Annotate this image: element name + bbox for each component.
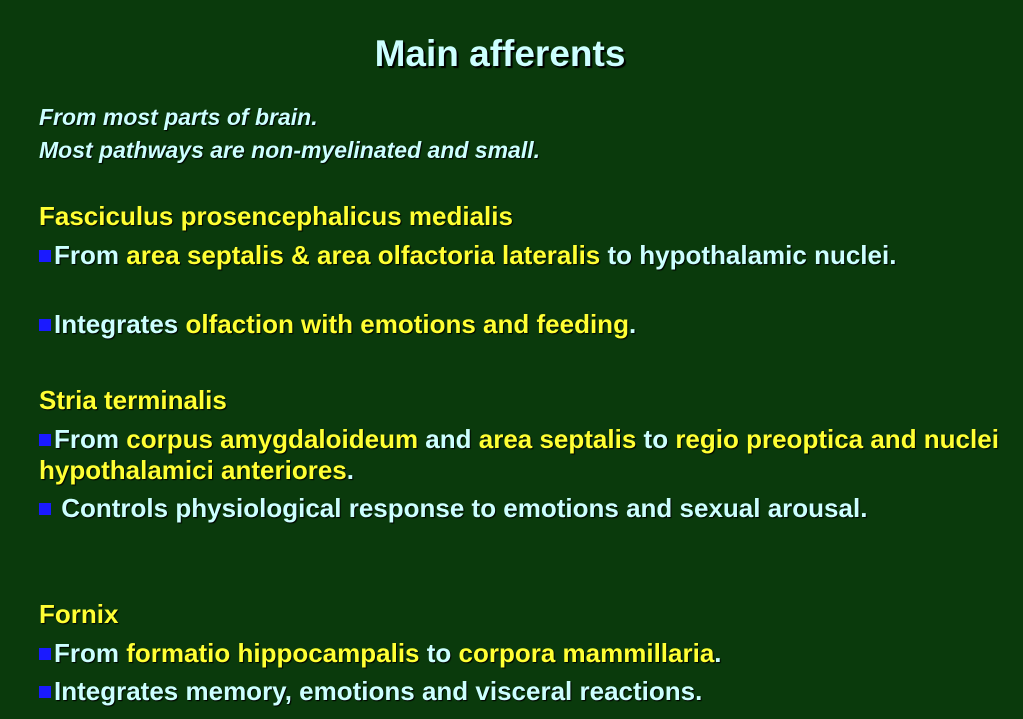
text-run: From	[54, 638, 127, 668]
text-run-highlight: area septalis	[478, 424, 637, 454]
list-item	[39, 424, 999, 486]
text-run: to	[636, 424, 676, 454]
square-bullet-icon	[39, 250, 51, 262]
square-bullet-icon	[39, 503, 51, 515]
text-run-highlight: corpus amygdaloideum	[126, 424, 419, 454]
text-run: From	[54, 424, 127, 454]
intro-line-1: From most parts of brain.	[39, 104, 318, 130]
text-run-highlight: formatio hippocampalis	[126, 638, 420, 668]
square-bullet-icon	[39, 319, 51, 331]
text-run: to	[419, 638, 459, 668]
text-run: to hypothalamic nuclei.	[600, 240, 897, 270]
intro-line-2: Most pathways are non-myelinated and small.	[39, 137, 541, 163]
square-bullet-icon	[39, 648, 51, 660]
text-run-highlight: area septalis & area olfactoria lateralis	[126, 240, 601, 270]
section-heading-fasciculus: Fasciculus prosencephalicus medialis	[39, 201, 513, 231]
list-item	[39, 493, 999, 524]
section-heading-stria: Stria terminalis	[39, 385, 227, 415]
text-run: Controls physiological response to emotions and sexual arousal.	[61, 493, 868, 523]
text-run-highlight: olfaction with emotions and feeding	[185, 309, 629, 339]
section-heading-fornix: Fornix	[39, 599, 119, 629]
text-run: and	[418, 424, 479, 454]
square-bullet-icon	[39, 434, 51, 446]
slide-title: Main afferents	[374, 33, 626, 74]
list-item	[39, 240, 999, 271]
text-run-highlight: regio preoptica and nuclei hypothalamici anteriores	[39, 424, 999, 485]
text-run: .	[714, 638, 722, 668]
list-item	[39, 676, 999, 707]
text-run: Integrates	[54, 309, 186, 339]
square-bullet-icon	[39, 686, 51, 698]
text-run: From	[54, 240, 127, 270]
text-run: .	[628, 309, 637, 339]
text-run: .	[346, 455, 354, 485]
list-item	[39, 638, 999, 669]
list-item	[39, 309, 999, 340]
text-run: Integrates memory, emotions and visceral reactions.	[54, 676, 703, 706]
text-run-highlight: corpora mammillaria	[458, 638, 715, 668]
